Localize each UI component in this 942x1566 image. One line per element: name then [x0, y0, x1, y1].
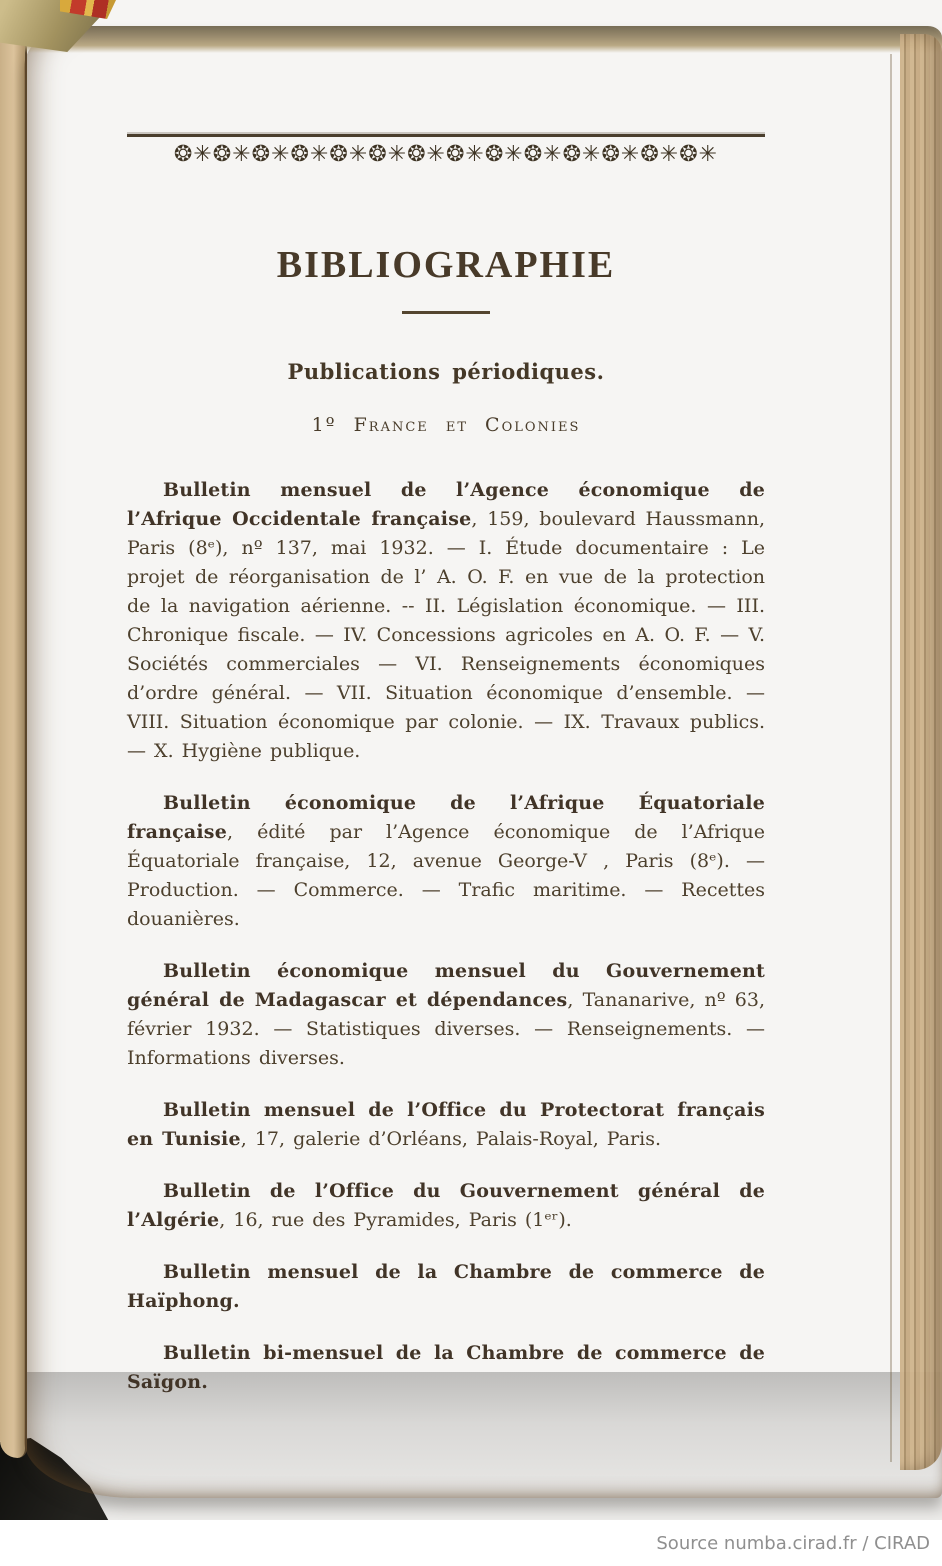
section-heading: Publications périodiques. [287, 359, 605, 384]
entry-detail: , 17, galerie d’Orléans, Palais-Royal, Paris. [240, 1128, 662, 1150]
bibliography-entry [127, 1096, 765, 1154]
entry-lead: Bulletin mensuel de l’Agence économique de l’Afrique Occidentale française [127, 479, 765, 530]
source-credit-text: Source numba.cirad.fr / CIRAD [656, 1532, 930, 1554]
page-stack-divider [890, 54, 892, 1462]
entry-detail: , édité par l’Agence économique de l’Afrique Équatoriale française, 12, avenue George-V , Paris (8ᵉ). — Production. — Commerce. — Trafic maritime. — Recettes douanières. [127, 821, 765, 930]
sunburst-ornament-row: ❂✳❂✳❂✳❂✳❂✳❂✳❂✳❂✳❂✳❂✳❂✳❂✳❂✳❂✳ [173, 142, 719, 167]
subsection-heading: 1º France et Colonies [311, 414, 581, 436]
bibliography-entry [127, 476, 765, 766]
ornament-band [127, 134, 765, 169]
bibliography-entry [127, 789, 765, 934]
title-divider [402, 311, 490, 314]
entry-detail: , 159, boulevard Haussmann, Paris (8ᵉ), nº 137, mai 1932. — I. Étude documentaire : Le projet de réorganisation de l’ A. O. F. en vue de la protection de la navigation aérienne. -- II. Législation économique. — III. Chronique fiscale. — IV. Concessions agricoles en A. O. F. — V. Sociétés commerciales — VI. Renseignements économiques d’ordre général. — VII. Situation économique d’ensemble. — VIII. Situation économique par colonie. — IX. Travaux publics. — X. Hygiène publique. [127, 508, 766, 762]
page-title: BIBLIOGRAPHIE [276, 244, 616, 286]
entry-detail: , Tananarive, nº 63, février 1932. — Statistiques diverses. — Renseignements. — Informations diverses. [127, 989, 765, 1069]
entry-lead: Bulletin de l’Office du Gouvernement général de l’Algérie [127, 1180, 765, 1231]
entry-lead: Bulletin mensuel de l’Office du Protectorat français en Tunisie [127, 1099, 765, 1150]
entry-lead: Bulletin économique mensuel du Gouvernement général de Madagascar et dépendances [127, 960, 765, 1011]
entry-lead: Bulletin économique de l’Afrique Équatoriale française [127, 792, 765, 843]
printed-content [127, 134, 765, 1397]
entry-lead: Bulletin bi-mensuel de la Chambre de commerce de Saïgon. [127, 1342, 765, 1393]
bibliography-entry [127, 1177, 765, 1235]
book-page [24, 26, 942, 1498]
bibliography-entry [127, 1258, 765, 1316]
facing-page-edge [0, 30, 27, 1458]
page-stack-edge [900, 34, 942, 1470]
ornament-rule [127, 134, 765, 137]
bibliography-entry [127, 1339, 765, 1397]
entry-lead: Bulletin mensuel de la Chambre de commerce de Haïphong. [127, 1261, 765, 1312]
source-credit-bar [0, 1520, 942, 1566]
bibliography-entry [127, 957, 765, 1073]
entry-detail: , 16, rue des Pyramides, Paris (1ᵉʳ). [219, 1209, 572, 1231]
